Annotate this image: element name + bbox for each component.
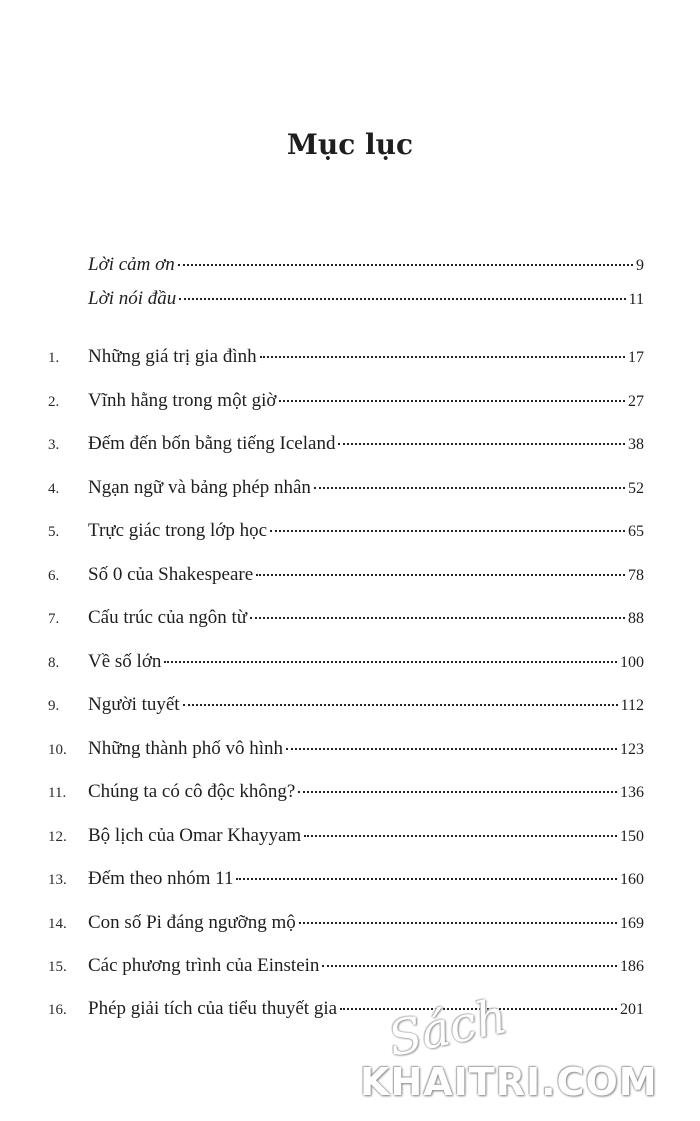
toc-entry [48,694,644,724]
toc-entry [48,390,644,420]
toc-entry-number: 14. [48,916,67,932]
toc-entry-number: 3. [48,437,60,453]
dot-leader [236,877,617,880]
dot-leader [304,834,617,837]
toc-entry-page: 136 [620,784,644,801]
toc-entry-page: 186 [620,958,644,975]
dot-leader [270,529,625,532]
toc-entry-label: Chúng ta có cô độc không? [88,781,296,802]
toc-entry-page: 65 [628,523,644,540]
toc-entry [48,912,644,942]
toc-entry [48,346,644,376]
toc-entry-label: Cấu trúc của ngôn từ [88,607,248,628]
dot-leader [286,747,617,750]
toc-entry-label: Phép giải tích của tiểu thuyết gia [88,998,338,1019]
watermark-script: Sách [383,988,512,1068]
toc-entry-label: Trực giác trong lớp học [88,520,268,541]
toc-entry-label: Đếm theo nhóm 11 [88,868,234,889]
toc-entry [48,868,644,898]
toc-entry-number: 13. [48,872,67,888]
toc-entry-label: Người tuyết [88,694,180,715]
watermark-brand: KHAITRI.COM [360,1060,658,1104]
toc-entry-label: Vĩnh hằng trong một giờ [88,390,277,411]
toc-entry-label: Về số lớn [88,651,162,672]
dot-leader [279,399,625,402]
toc-entry-label: Đếm đến bốn bằng tiếng Iceland [88,433,336,454]
toc-entry-number: 4. [48,481,60,497]
toc-entry-page: 123 [620,741,644,758]
watermark-logo [360,988,690,1110]
toc-entry [48,781,644,811]
toc-entry-page: 9 [636,257,644,274]
dot-leader [179,297,625,300]
toc-entry-front [48,288,644,318]
dot-leader [256,573,625,576]
dot-leader [260,355,625,358]
toc-entry-number: 10. [48,742,67,758]
toc-entry-number: 7. [48,611,60,627]
toc-entry [48,955,644,985]
toc-entry-page: 201 [620,1001,644,1018]
toc-entry [48,564,644,594]
toc-entry [48,738,644,768]
toc-entry-number: 1. [48,350,60,366]
toc-entry-label: Bộ lịch của Omar Khayyam [88,825,302,846]
toc-entry [48,477,644,507]
page-title: Mục lục [286,128,414,161]
dot-leader [299,921,617,924]
toc-entry-number: 2. [48,394,60,410]
toc-entry-number: 16. [48,1002,67,1018]
toc-entry-page: 112 [620,697,644,714]
dot-leader [298,790,617,793]
toc-entry-number: 6. [48,568,60,584]
toc-entry-label: Lời cảm ơn [88,254,175,275]
toc-entry-label: Lời nói đầu [88,288,177,309]
toc-entry-number: 12. [48,829,67,845]
toc-entry-page: 160 [620,871,644,888]
toc-entry-number: 15. [48,959,67,975]
toc-entry-number: 9. [48,698,60,714]
toc-entry [48,651,644,681]
toc-entry-label: Những giá trị gia đình [88,346,257,367]
dot-leader [183,703,618,706]
dot-leader [250,616,625,619]
toc-entry-page: 88 [628,610,644,627]
dot-leader [164,660,617,663]
toc-entry-page: 150 [620,828,644,845]
toc-entry-front [48,254,644,284]
toc-entry-page: 11 [628,291,644,308]
toc-entry [48,825,644,855]
toc-entry [48,607,644,637]
toc-entry-page: 52 [628,480,644,497]
dot-leader [322,964,617,967]
toc-entry [48,433,644,463]
dot-leader [178,263,633,266]
toc-entry-label: Con số Pi đáng ngưỡng mộ [88,912,296,933]
toc-entry-label: Số 0 của Shakespeare [88,564,254,585]
toc-entry-page: 27 [628,393,644,410]
toc-entry-number: 8. [48,655,60,671]
toc-entry-label: Những thành phố vô hình [88,738,284,759]
toc-entry-page: 17 [628,349,644,366]
dot-leader [338,442,625,445]
dot-leader [314,486,625,489]
toc-entry-number: 5. [48,524,60,540]
toc-entry-page: 78 [628,567,644,584]
toc-entry-page: 38 [628,436,644,453]
toc-entry-page: 169 [620,915,644,932]
toc-entry [48,520,644,550]
toc-entry-number: 11. [48,785,67,801]
toc-entry-page: 100 [620,654,644,671]
toc-entry-label: Ngạn ngữ và bảng phép nhân [88,477,311,498]
toc-entry-label: Các phương trình của Einstein [88,955,320,976]
